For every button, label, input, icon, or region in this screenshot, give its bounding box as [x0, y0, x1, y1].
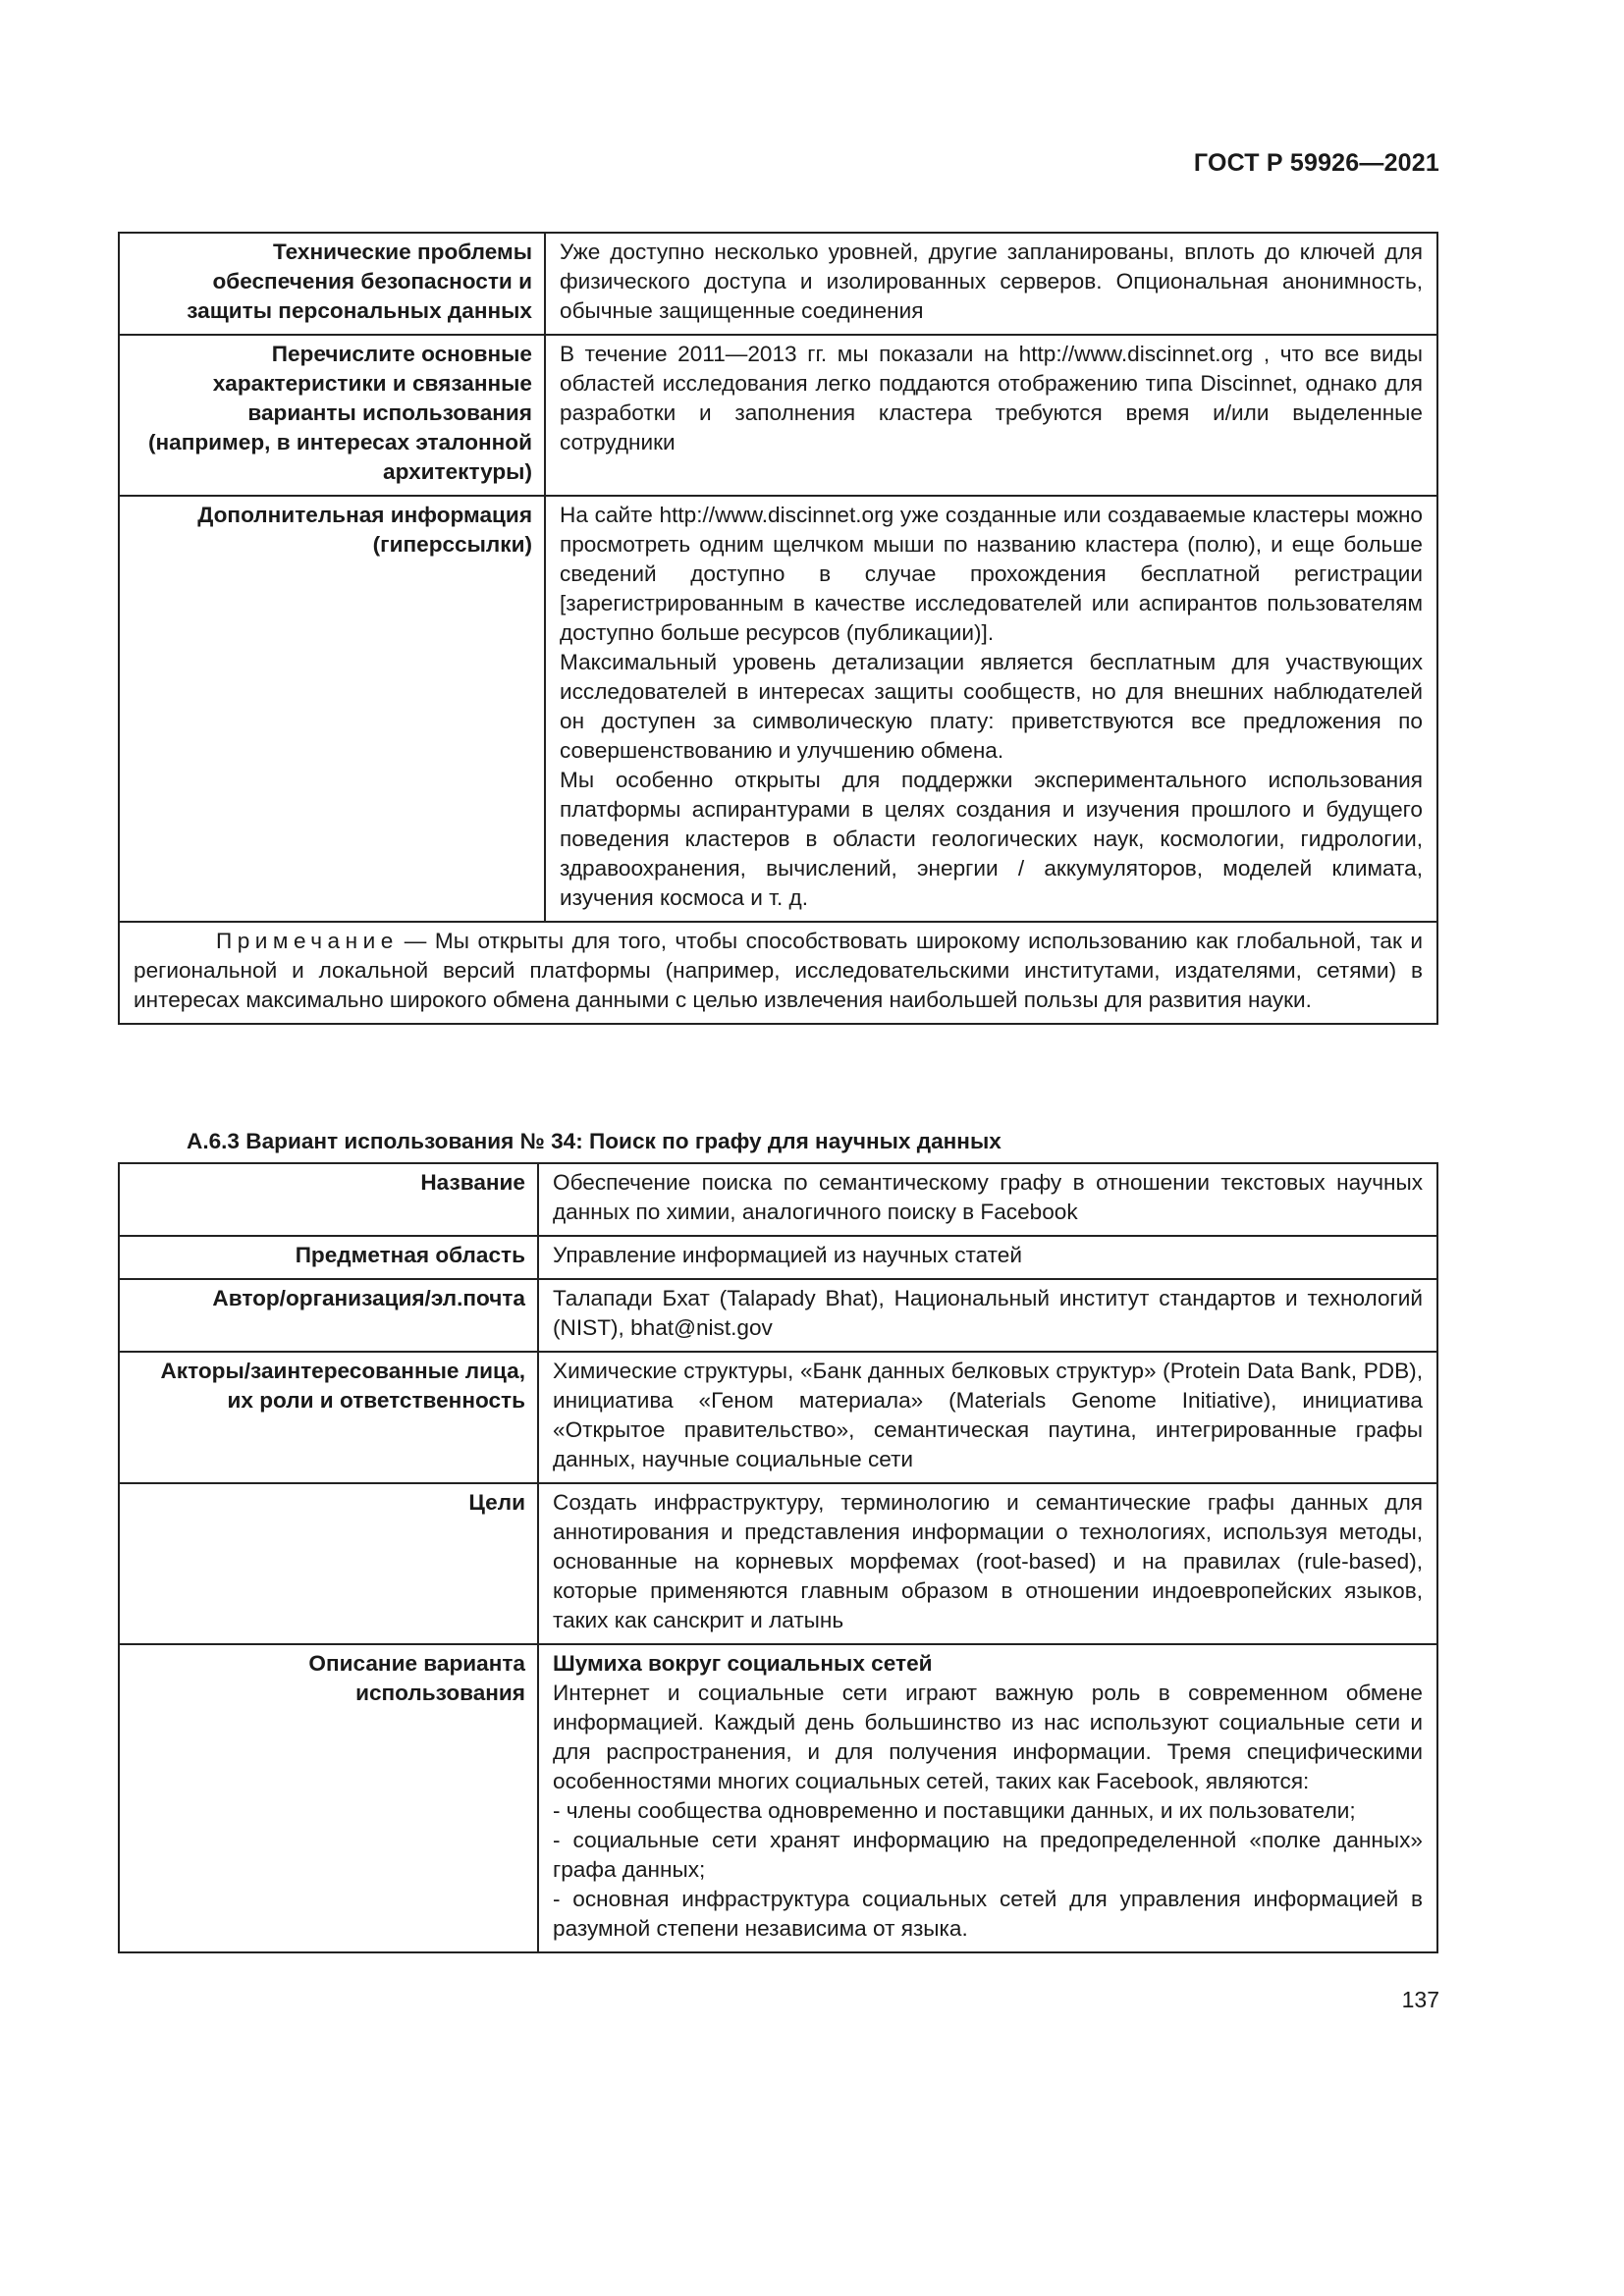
list-item: - основная инфраструктура социальных сетей для управления информацией в разумной степени независима от языка. [553, 1887, 1423, 1941]
note-row [119, 922, 1437, 1024]
row-value: Уже доступно несколько уровней, другие запланированы, вплоть до ключей для физического доступа и изолированных серверов. Опциональная анонимность, обычные защищенные соединения [545, 233, 1437, 335]
use-case-34-table [118, 1162, 1438, 1953]
list-item: - социальные сети хранят информацию на предопределенной «полке данных» графа данных; [553, 1828, 1423, 1882]
note-text: — Мы открыты для того, чтобы способствовать широкому использованию как глобальной, так и региональной и локальной версий платформы (например, исследовательскими институтами, издателями, сетями) в интересах максимально широкого обмена данными с целью извлечения наибольшей пользы для развития науки. [134, 929, 1423, 1012]
row-label: Предметная область [119, 1236, 538, 1279]
note-cell [119, 922, 1437, 1024]
row-value: Создать инфраструктуру, терминологию и семантические графы данных для аннотирования и представления информации о технологиях, используя методы, основанные на корневых морфемах (root-based) и на правилах (rule-based), которые применяются главным образом в отношении индоевропейских языков, таких как санскрит и латынь [538, 1483, 1437, 1644]
row-label: Акторы/заинтересованные лица, их роли и ответственность [119, 1352, 538, 1483]
row-value [538, 1644, 1437, 1952]
page-number: 137 [1401, 1987, 1439, 2012]
table-row [119, 496, 1437, 922]
paragraph: Максимальный уровень детализации является бесплатным для участвующих исследователей в интересах защиты сообществ, но для внешних наблюдателей он доступен за символическую плату: приветствуются все предложения по совершенствованию и улучшению обмена. [560, 650, 1423, 763]
row-label: Описание варианта использования [119, 1644, 538, 1952]
row-label: Технические проблемы обеспечения безопасности и защиты персональных данных [119, 233, 545, 335]
row-value: Обеспечение поиска по семантическому графу в отношении текстовых научных данных по химии, аналогичного поиску в Facebook [538, 1163, 1437, 1236]
table-row [119, 1279, 1437, 1352]
row-label: Перечислите основные характеристики и связанные варианты использования (например, в интересах эталонной архитектуры) [119, 335, 545, 496]
table-row [119, 1644, 1437, 1952]
table-row [119, 1163, 1437, 1236]
document-code: ГОСТ Р 59926—2021 [1193, 149, 1439, 177]
list-item: - члены сообщества одновременно и поставщики данных, и их пользователи; [553, 1798, 1356, 1823]
paragraph: На сайте http://www.discinnet.org уже созданные или создаваемые кластеры можно просмотреть одним щелчком мыши по названию кластера (полю), и еще больше сведений доступно в случае прохождения бесплатной регистрации [зарегистрированным в качестве исследователей или аспирантов пользователям доступно больше ресурсов (публикации)]. [560, 503, 1423, 645]
section-heading: А.6.3 Вариант использования № 34: Поиск по графу для научных данных [187, 1129, 1001, 1153]
paragraph: Интернет и социальные сети играют важную роль в современном обмене информацией. Каждый день большинство из нас используют социальные сети и для распространения, и для получения информации. Тремя специфическими особенностями многих социальных сетей, таких как Facebook, являются: [553, 1681, 1423, 1793]
table-row [119, 1483, 1437, 1644]
table-row [119, 1236, 1437, 1279]
paragraph: Мы особенно открыты для поддержки экспериментального использования платформы аспирантурами в целях создания и изучения прошлого и будущего поведения кластеров в области геологических наук, космологии, гидрологии, здравоохранения, вычислений, энергии / аккумуляторов, моделей климата, изучения космоса и т. д. [560, 768, 1423, 910]
row-label: Дополнительная информация (гиперссылки) [119, 496, 545, 922]
row-value: Химические структуры, «Банк данных белковых структур» (Protein Data Bank, PDB), инициатива «Геном материала» (Materials Genome Initiative), инициатива «Открытое правительство», семантическая паутина, интегрированные графы данных, научные социальные сети [538, 1352, 1437, 1483]
row-label: Автор/организация/эл.почта [119, 1279, 538, 1352]
row-value [545, 496, 1437, 922]
table-row [119, 1352, 1437, 1483]
subsection-title: Шумиха вокруг социальных сетей [553, 1651, 933, 1676]
row-label: Цели [119, 1483, 538, 1644]
table-row [119, 233, 1437, 335]
note-label: Примечание [216, 929, 399, 953]
row-value: Талапади Бхат (Talapady Bhat), Национальный институт стандартов и технологий (NIST), bhat@nist.gov [538, 1279, 1437, 1352]
row-value: Управление информацией из научных статей [538, 1236, 1437, 1279]
use-case-table-continued [118, 232, 1438, 1025]
table-row [119, 335, 1437, 496]
row-value: В течение 2011—2013 гг. мы показали на http://www.discinnet.org , что все виды областей исследования легко поддаются отображению типа Discinnet, однако для разработки и заполнения кластера требуются время и/или выделенные сотрудники [545, 335, 1437, 496]
row-label: Название [119, 1163, 538, 1236]
